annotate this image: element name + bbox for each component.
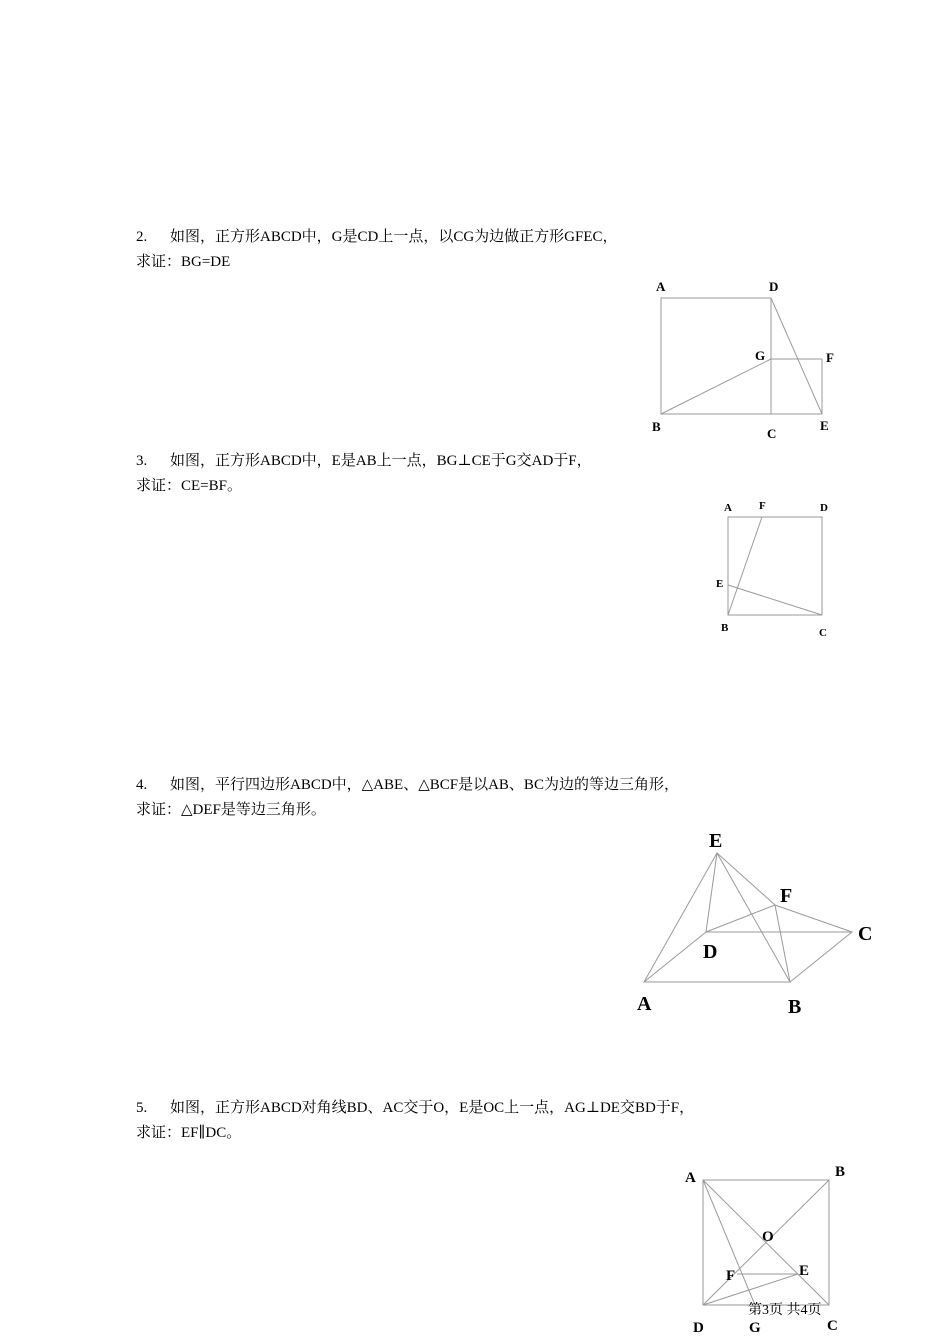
label-b: B bbox=[788, 996, 802, 1018]
segment-df bbox=[706, 905, 775, 932]
problem-text: 如图，正方形ABCD中，E是AB上一点，BG⊥CE于G交AD于F， bbox=[170, 453, 592, 469]
problem-2-figure bbox=[640, 275, 850, 445]
label-d: D bbox=[820, 502, 828, 514]
problem-4-figure bbox=[620, 820, 890, 1030]
page-footer: 第3页 共4页 bbox=[748, 1303, 822, 1318]
square-gfec bbox=[771, 359, 822, 414]
label-d: D bbox=[769, 279, 779, 294]
parallelogram-abcd bbox=[644, 932, 852, 982]
label-f: F bbox=[759, 500, 766, 512]
label-b: B bbox=[652, 419, 661, 434]
segment-de bbox=[771, 298, 822, 414]
segment-ed bbox=[706, 853, 717, 932]
label-f: F bbox=[726, 1268, 736, 1284]
label-d: D bbox=[693, 1320, 704, 1336]
problem-number: 2. bbox=[136, 229, 148, 245]
problem-number: 3. bbox=[136, 453, 148, 469]
problem-4-prove: 求证：△DEF是等边三角形。 bbox=[136, 802, 326, 818]
label-e: E bbox=[799, 1263, 810, 1279]
problem-number: 5. bbox=[136, 1100, 148, 1116]
label-g: G bbox=[755, 348, 766, 363]
label-e: E bbox=[820, 418, 829, 433]
label-o: O bbox=[762, 1229, 774, 1245]
segment-ag bbox=[703, 1180, 755, 1305]
label-a: A bbox=[685, 1170, 696, 1186]
label-c: C bbox=[827, 1318, 838, 1334]
problem-3-statement bbox=[136, 451, 592, 471]
problem-text: 如图，正方形ABCD中，G是CD上一点，以CG为边做正方形GFEC， bbox=[170, 229, 618, 245]
segment-bf bbox=[728, 517, 762, 615]
label-d: D bbox=[703, 941, 718, 963]
segment-bg bbox=[661, 359, 771, 414]
problem-3-prove: 求证：CE=BF。 bbox=[136, 478, 242, 494]
label-a: A bbox=[724, 502, 732, 514]
label-b: B bbox=[835, 1164, 846, 1180]
label-c: C bbox=[819, 627, 827, 639]
problem-text: 如图，正方形ABCD对角线BD、AC交于O，E是OC上一点，AG⊥DE交BD于F， bbox=[170, 1100, 695, 1116]
problem-5-statement bbox=[136, 1098, 694, 1118]
problem-2-prove: 求证：BG=DE bbox=[136, 254, 231, 270]
label-f: F bbox=[826, 350, 834, 365]
problem-5-prove: 求证：EF∥DC。 bbox=[136, 1125, 242, 1141]
problem-3-figure bbox=[705, 495, 845, 645]
segment-ef bbox=[717, 853, 775, 905]
segment-ec bbox=[728, 585, 822, 615]
problem-text: 如图，平行四边形ABCD中，△ABE、△BCF是以AB、BC为边的等边三角形， bbox=[170, 777, 679, 793]
label-c: C bbox=[767, 426, 777, 441]
label-c: C bbox=[858, 923, 873, 945]
label-f: F bbox=[780, 885, 793, 907]
label-e: E bbox=[709, 830, 723, 852]
label-a: A bbox=[637, 993, 652, 1015]
label-e: E bbox=[716, 578, 724, 590]
problem-2-statement bbox=[136, 227, 618, 247]
segment-fc bbox=[775, 905, 852, 932]
segment-bf bbox=[775, 905, 790, 982]
label-a: A bbox=[656, 279, 666, 294]
problem-4-statement bbox=[136, 775, 679, 795]
label-b: B bbox=[721, 622, 729, 634]
problem-number: 4. bbox=[136, 777, 148, 793]
label-g: G bbox=[749, 1320, 761, 1336]
